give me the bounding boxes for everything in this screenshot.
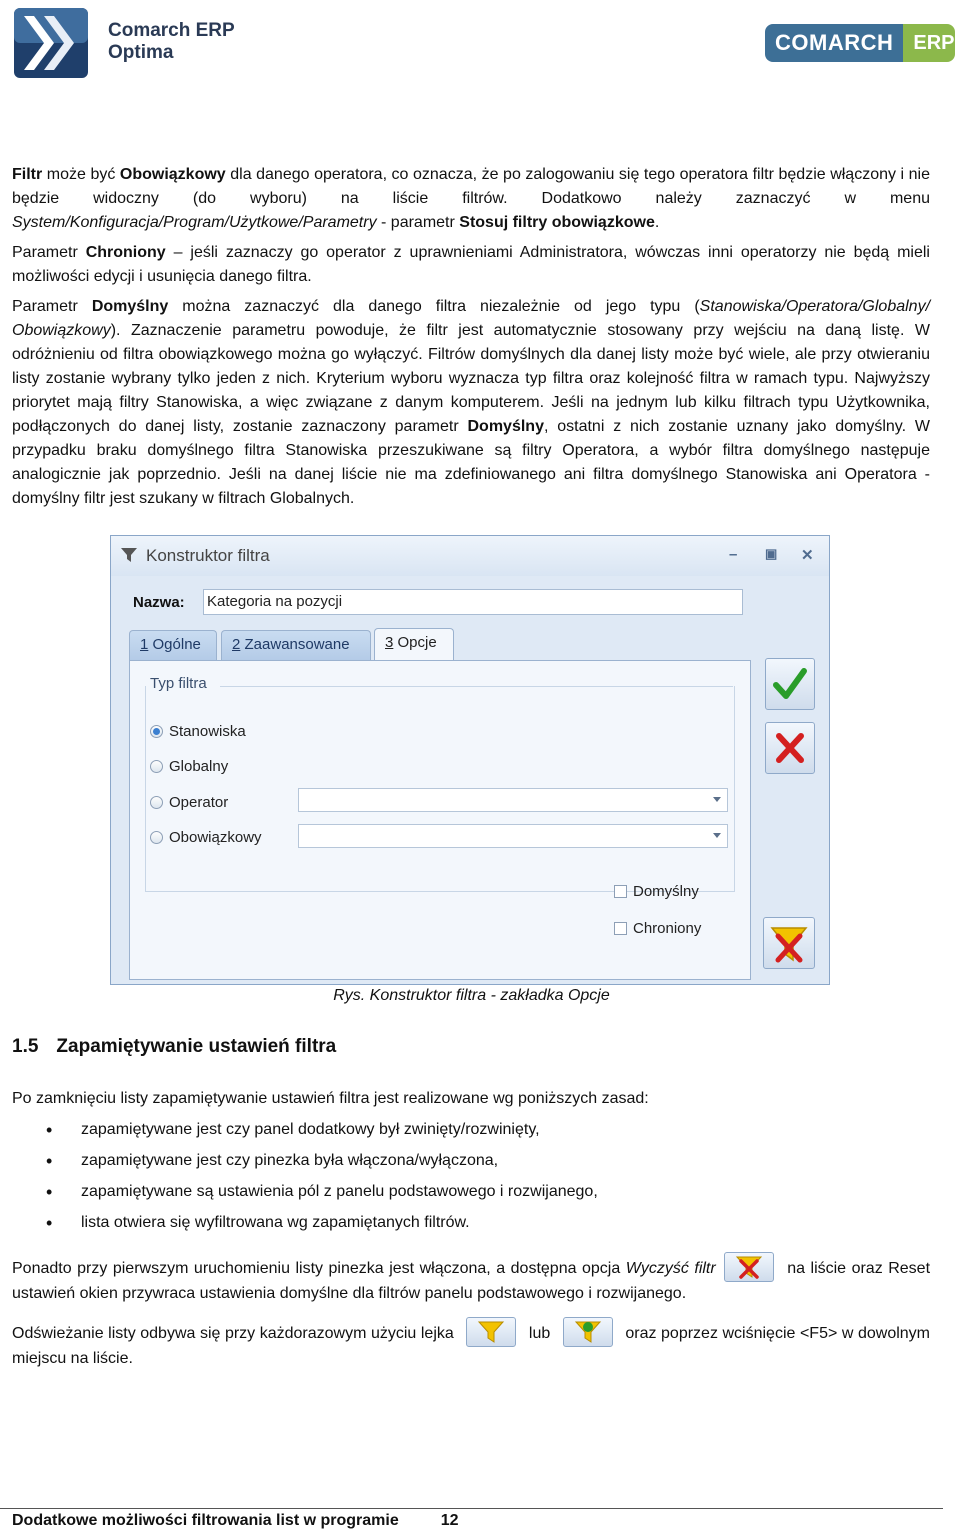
tab-number: 3 [385, 634, 394, 651]
p3-text: ). Zaznaczenie parametru powoduje, że filtr jest automatycznie stosowany przy wejściu na daną listę. W odróżnieniu od filtra obowiązkowego można go wyłączyć. Filtrów domyślnych dla danej listy może być wiele, ale przy otwieraniu listy zostanie wybrany tylko jeden z nich. Kryterium wyboru wyznacza typ filtra oraz kolejność filtra w ramach typu. Najwyższy priorytet mają filtry Stanowiska, a więc związane z danym komputerem. Jeśli na jednym lub kilku filtrach typu Użytkownika, podłączonych do danej listy, zostanie zaznaczony parametr [12, 322, 930, 435]
tab-ogolne[interactable] [129, 630, 217, 660]
operator-select[interactable] [298, 788, 728, 812]
comarch-optima-logo-icon [14, 8, 88, 78]
paragraph-intro: Po zamknięciu listy zapamiętywanie ustawień filtra jest realizowane wg poniższych zasad: [12, 1090, 649, 1107]
p3-text: , ostatni z nich zostanie uznany jako domyślny. W przypadku braku domyślnego filtra Stanowiska przeszukiwane są filtry Operatora, a wybór filtra domyślnego następuje analogicznie jak poprzednio. Jeśli na danej liście nie ma zdefiniowanego ani filtra domyślnego Stanowiska ani Operatora - domyślny filtr jest szukany w filtrach Globalnych. [12, 418, 930, 507]
comarch-erp-logo [765, 24, 955, 62]
radio-label: Obowiązkowy [169, 829, 262, 846]
name-label: Nazwa: [133, 594, 185, 611]
product-name [108, 20, 235, 64]
funnel-add-icon [564, 1318, 612, 1346]
radio-label: Globalny [169, 758, 229, 775]
funnel-inline-button [466, 1317, 516, 1347]
p1-text: może być [42, 166, 120, 183]
p6-text: lub [524, 1325, 555, 1342]
logo-erp-text: ERP [903, 24, 955, 62]
name-input[interactable]: Kategoria na pozycji [203, 589, 743, 615]
p3-types: Stanowiska/Operatora/Globalny/ Obowiązkowy [12, 298, 931, 339]
close-icon[interactable]: ✕ [801, 547, 814, 564]
radio-dot[interactable] [150, 831, 163, 844]
list-item: • zapamiętywane jest czy pinezka była włączona/wyłączona, [12, 1147, 598, 1178]
section-heading [12, 1036, 336, 1058]
page-header [0, 0, 960, 100]
chevron-down-icon[interactable] [713, 797, 721, 802]
filter-builder-window [110, 535, 830, 985]
cancel-button[interactable] [765, 722, 815, 774]
checkbox-box[interactable] [614, 922, 627, 935]
product-name-line2: Optima [108, 42, 174, 63]
filter-window-icon [121, 548, 137, 562]
tab-label: Ogólne [148, 636, 201, 653]
p1-term-obowiazkowy: Obowiązkowy [119, 166, 226, 183]
clear-filter-button[interactable] [763, 917, 815, 969]
radio-dot[interactable] [150, 796, 163, 809]
page-footer [12, 1512, 459, 1530]
tab-label: Zaawansowane [240, 636, 350, 653]
logo-comarch-text: COMARCH [765, 24, 903, 62]
radio-dot-selected[interactable] [150, 725, 163, 738]
radio-globalny[interactable] [150, 758, 228, 775]
clear-filter-icon [764, 918, 814, 968]
radio-dot[interactable] [150, 760, 163, 773]
save-button[interactable] [765, 658, 815, 710]
footer-divider [0, 1508, 943, 1509]
window-titlebar [111, 536, 829, 576]
p2-text: – jeśli zaznaczy go operator z uprawnieniami Administratora, wówczas inni operatorzy nie będą mieli możliwości edycji i usunięcia danego filtra. [12, 244, 930, 285]
paragraph-refresh [12, 1317, 930, 1371]
product-name-line1: Comarch ERP [108, 20, 235, 41]
p1-text: - parametr [376, 214, 460, 231]
p3-term-domyslny: Domyślny [91, 298, 169, 315]
minimize-icon[interactable]: – [729, 546, 738, 563]
p5-text: Ponadto przy pierwszym uruchomieniu listy pinezka jest włączona, a dostępna opcja [12, 1260, 626, 1277]
p1-term-filtr: Filtr [12, 166, 43, 183]
paragraph-obowiazkowy [12, 163, 930, 235]
clear-filter-icon [725, 1253, 773, 1281]
funnel-icon [467, 1318, 515, 1346]
group-title-typ-filtra: Typ filtra [150, 675, 207, 692]
tab-label: Opcje [393, 634, 437, 651]
tab-opcje[interactable] [374, 628, 454, 662]
section-title: Zapamiętywanie ustawień filtra [56, 1036, 337, 1057]
checkbox-box[interactable] [614, 885, 627, 898]
p2-term-chroniony: Chroniony [85, 244, 166, 261]
radio-operator[interactable] [150, 794, 228, 811]
checkbox-label: Chroniony [633, 920, 702, 937]
p6-text: Odświeżanie listy odbywa się przy każdorazowym użyciu lejka [12, 1325, 459, 1342]
checkbox-domyslny[interactable] [614, 883, 699, 900]
funnel-plus-inline-button [563, 1317, 613, 1347]
radio-label: Stanowiska [169, 723, 246, 740]
p1-menu-path: System/Konfiguracja/Program/Użytkowe/Parametry [12, 214, 377, 231]
list-item: • zapamiętywane jest czy panel dodatkowy był zwinięty/rozwinięty, [12, 1116, 598, 1147]
tab-number: 1 [140, 636, 149, 653]
checkbox-label: Domyślny [633, 883, 699, 900]
radio-label: Operator [169, 794, 229, 811]
clear-filter-inline-button [724, 1252, 774, 1282]
cross-icon [766, 723, 814, 773]
window-title: Konstruktor filtra [146, 546, 270, 565]
rules-list [12, 1116, 598, 1240]
p1-text: . [654, 214, 660, 231]
p1-param-name: Stosuj filtry obowiązkowe [459, 214, 655, 231]
obowiazkowy-select[interactable] [298, 824, 728, 848]
checkbox-chroniony[interactable] [614, 920, 701, 937]
section-number: 1.5 [12, 1036, 39, 1057]
list-item: • zapamiętywane są ustawienia pól z panelu podstawowego i rozwijanego, [12, 1178, 598, 1209]
p5-option-name: Wyczyść filtr [625, 1260, 716, 1277]
p2-text: Parametr [12, 244, 86, 261]
p3-text: Parametr [12, 298, 92, 315]
page-number: 12 [440, 1512, 459, 1529]
radio-obowiazkowy[interactable] [150, 829, 262, 846]
tab-number: 2 [232, 636, 241, 653]
p6-text: oraz poprzez wciśnięcie <F5> w dowolnym miejscu na liście. [12, 1325, 930, 1367]
paragraph-reset [12, 1252, 930, 1306]
checkmark-icon [766, 659, 814, 709]
p3-text: można zaznaczyć dla danego filtra niezależnie od jego typu ( [168, 298, 700, 315]
figure-caption: Rys. Konstruktor filtra - zakładka Opcje [333, 987, 610, 1004]
group-frame-top [220, 686, 733, 687]
p3-term-domyslny: Domyślny [467, 418, 544, 435]
maximize-icon[interactable]: ▣ [765, 546, 778, 561]
paragraph-chroniony [12, 241, 930, 289]
p5-text: na liście oraz Reset ustawień okien przywraca ustawienia domyślne dla filtrów panelu podstawowego i rozwijanego. [12, 1260, 931, 1302]
radio-stanowiska[interactable] [150, 723, 246, 740]
p1-text: dla danego operatora, co oznacza, że po zalogowaniu się tego operatora filtr będzie włączony i nie będzie widoczny (do wyboru) na liście filtrów. Dodatkowo należy zaznaczyć w menu [12, 166, 930, 207]
footer-title: Dodatkowe możliwości filtrowania list w programie [12, 1512, 399, 1529]
list-item: • lista otwiera się wyfiltrowana wg zapamiętanych filtrów. [12, 1209, 598, 1240]
chevron-down-icon[interactable] [713, 833, 721, 838]
paragraph-domyslny [12, 295, 930, 511]
tab-zaawansowane[interactable] [221, 630, 371, 660]
options-pane [129, 660, 751, 980]
